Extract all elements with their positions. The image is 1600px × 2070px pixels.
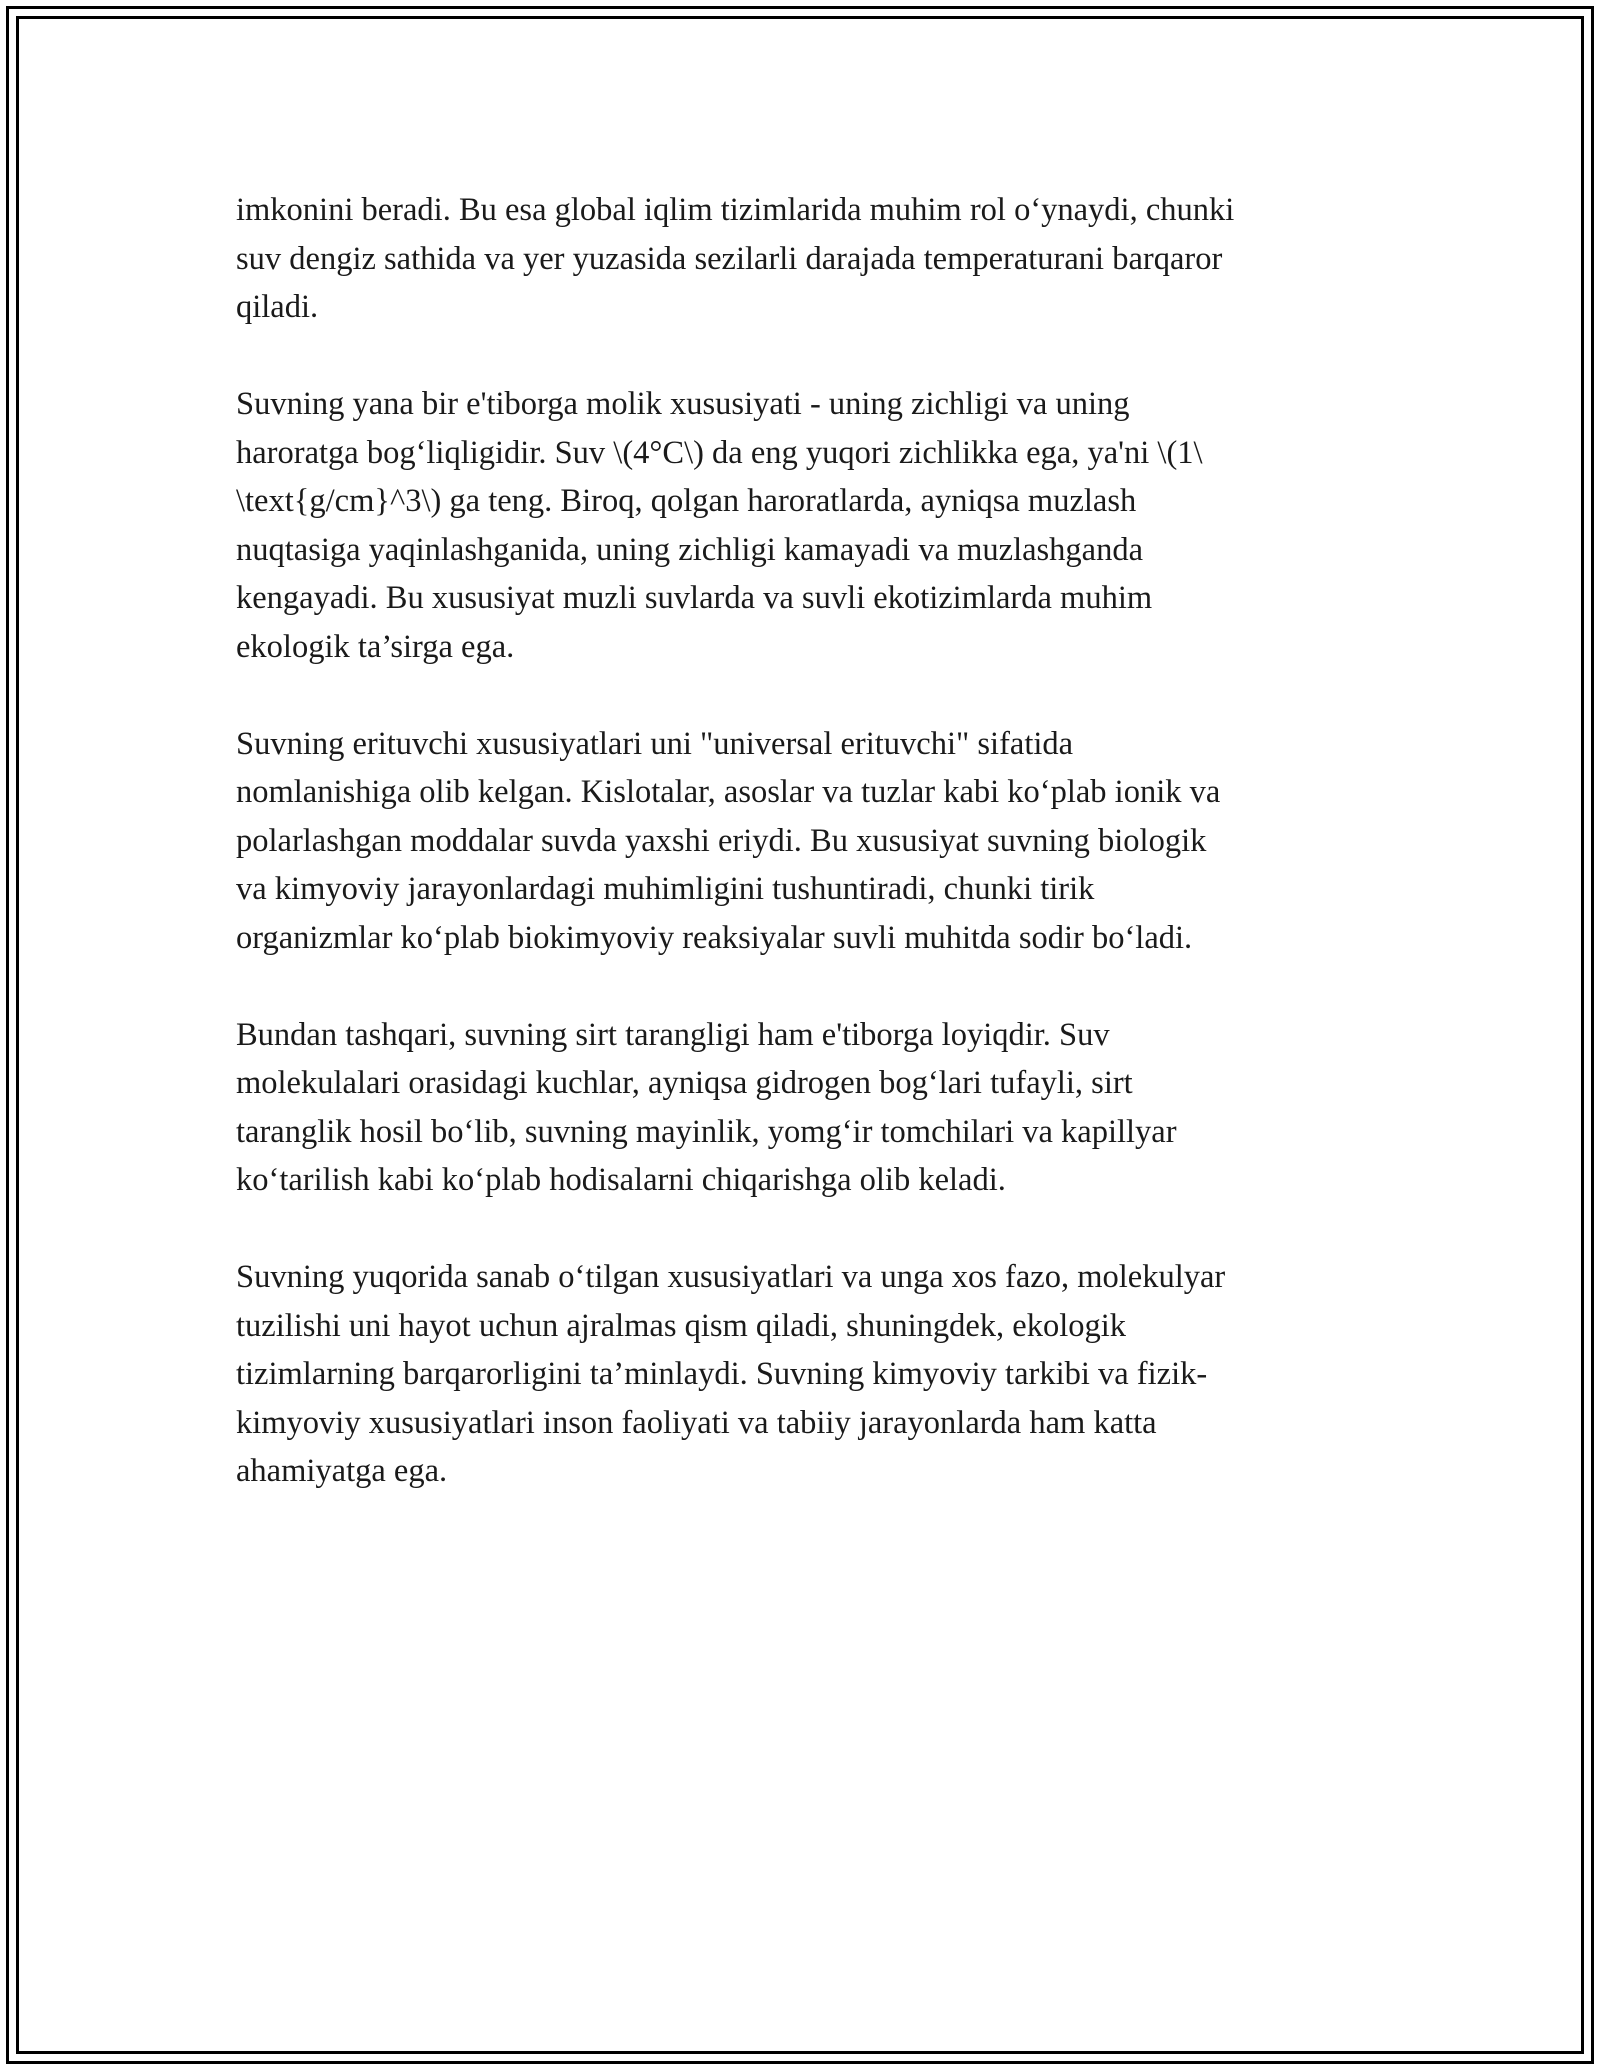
paragraph-surface-tension: Bundan tashqari, suvning sirt tarangligi ham e'tiborga loyiqdir. Suv molekulalari orasidagi kuchlar, ayniqsa gidrogen bog‘lari tufayli, sirt taranglik hosil bo‘lib, suvning mayinlik, yomg‘ir tomchilari va kapillyar ko‘tarilish kabi ko‘plab hodisalarni chiqarishga olib keladi. <box>236 1016 1177 1198</box>
paragraph-conclusion: Suvning yuqorida sanab o‘tilgan xususiyatlari va unga xos fazo, molekulyar tuzilishi uni hayot uchun ajralmas qism qiladi, shuningdek, ekologik tizimlarning barqarorligini ta’minlaydi. Suvning kimyoviy tarkibi va fizik- kimyoviy xususiyatlari inson faoliyati va tabiiy jarayonlarda ham katta ahamiyatga ega. <box>236 1259 1226 1489</box>
paragraph-density: Suvning yana bir e'tiborga molik xususiyati - uning zichligi va uning haroratga bog‘liqligidir. Suv \(4°C\) da eng yuqori zichlikka ega, ya'ni \(1\ \text{g/cm}^3\) ga teng. Biroq, qolgan haroratlarda, ayniqsa muzlash nuqtasiga yaqinlashganida, uning zichligi kamayadi va muzlashganda kengayadi. Bu xususiyat muzli suvlarda va suvli ekotizimlarda muhim ekologik ta’sirga ega. <box>236 386 1203 665</box>
paragraph-solvent: Suvning erituvchi xususiyatlari uni "universal erituvchi" sifatida nomlanishiga olib kelgan. Kislotalar, asoslar va tuzlar kabi ko‘plab ionik va polarlashgan moddalar suvda yaxshi eriydi. Bu xususiyat suvning biologik va kimyoviy jarayonlardagi muhimligini tushuntiradi, chunki tirik organizmlar ko‘plab biokimyoviy reaksiyalar suvli muhitda sodir bo‘ladi. <box>236 725 1221 956</box>
document-body <box>236 186 1396 1496</box>
paragraph-climate: imkonini beradi. Bu esa global iqlim tizimlarida muhim rol o‘ynaydi, chunki suv dengiz sathida va yer yuzasida sezilarli darajada temperaturani barqaror qiladi. <box>236 192 1235 325</box>
